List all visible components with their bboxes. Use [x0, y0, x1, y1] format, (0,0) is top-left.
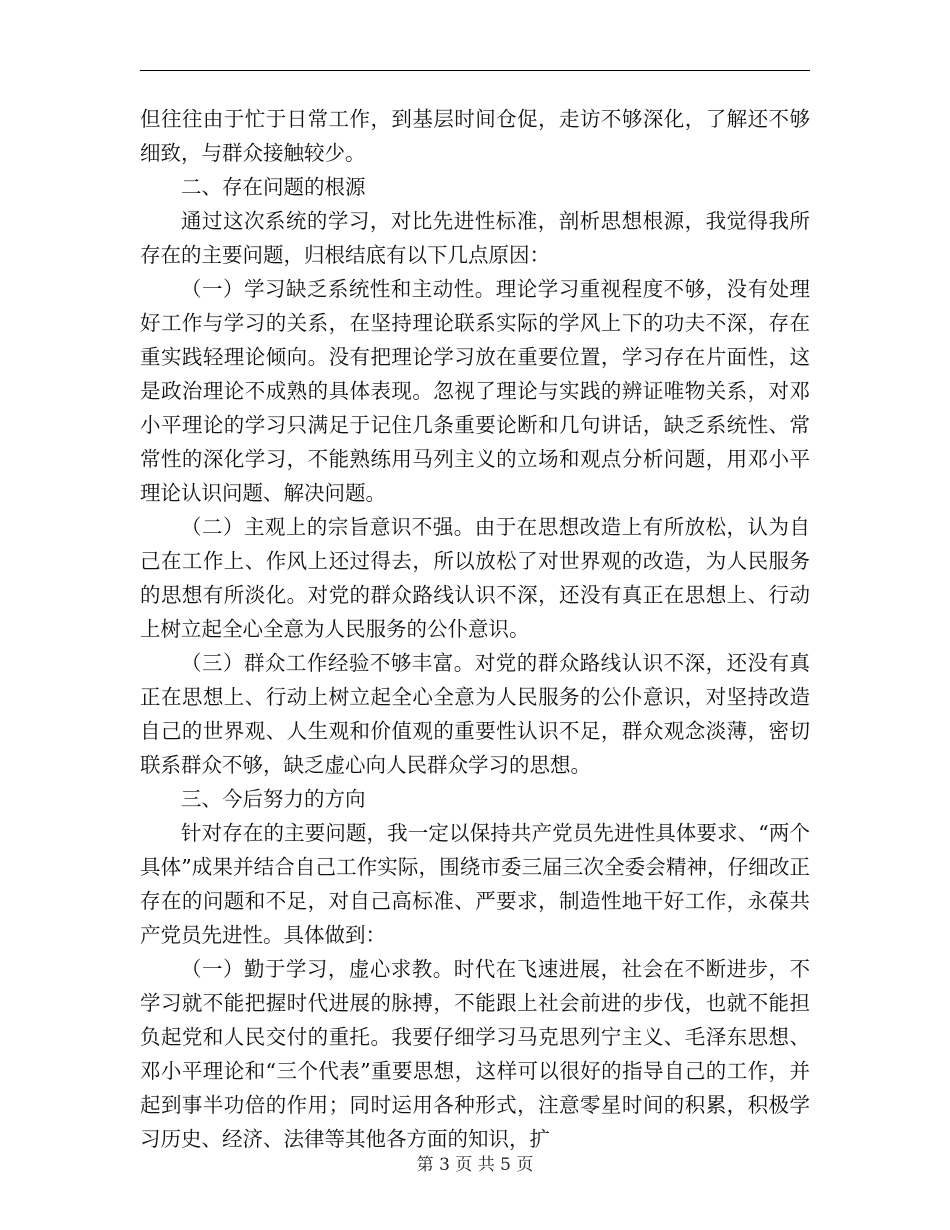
paragraph-3: 通过这次系统的学习，对比先进性标准，剖析思想根源，我觉得我所存在的主要问题，归根结底有以下几点原因：	[140, 209, 810, 267]
section-heading-3: 三、今后努力的方向	[181, 787, 366, 811]
paragraph-4: （一）学习缺乏系统性和主动性。理论学习重视程度不够，没有处理好工作与学习的关系，在坚持理论联系实际的学风上下的功夫不深，存在重实践轻理论倾向。没有把理论学习放在重要位置，学习存在片面性，这是政治理论不成熟的具体表现。忽视了理论与实践的辨证唯物关系，对邓小平理论的学习只满足于记住几条重要论断和几句讲话，缺乏系统性、常常性的深化学习，不能熟练用马列主义的立场和观点分析问题，用邓小平理论认识问题、解决问题。	[140, 277, 810, 505]
section-heading-2: 二、存在问题的根源	[181, 175, 366, 199]
paragraph-1: 但往往由于忙于日常工作，到基层时间仓促，走访不够深化，了解还不够细致，与群众接触较少。	[140, 107, 810, 165]
paragraph-9: （一）勤于学习，虚心求教。时代在飞速进展，社会在不断进步，不学习就不能把握时代进展的脉搏，不能跟上社会前进的步伐，也就不能担负起党和人民交付的重托。我要仔细学习马克思列宁主义、毛泽东思想、邓小平理论和“三个代表”重要思想，这样可以很好的指导自己的工作，并起到事半功倍的作用；同时运用各种形式，注意零星时间的积累，积极学习历史、经济、法律等其他各方面的知识，扩	[140, 957, 810, 1151]
page-number-footer: 第 3 页 共 5 页	[416, 1155, 534, 1175]
paragraph-5: （二）主观上的宗旨意识不强。由于在思想改造上有所放松，认为自己在工作上、作风上还过得去，所以放松了对世界观的改造，为人民服务的思想有所淡化。对党的群众路线认识不深，还没有真正在思想上、行动上树立起全心全意为人民服务的公仆意识。	[140, 515, 810, 641]
header-rule	[140, 70, 810, 71]
paragraph-8: 针对存在的主要问题，我一定以保持共产党员先进性具体要求、“两个具体”成果并结合自己工作实际，围绕市委三届三次全委会精神，仔细改正存在的问题和不足，对自己高标准、严要求，制造性地干好工作，永葆共产党员先进性。具体做到：	[140, 821, 810, 947]
document-body	[140, 102, 810, 1156]
paragraph-6: （三）群众工作经验不够丰富。对党的群众路线认识不深，还没有真正在思想上、行动上树立起全心全意为人民服务的公仆意识，对坚持改造自己的世界观、人生观和价值观的重要性认识不足，群众观念淡薄，密切联系群众不够，缺乏虚心向人民群众学习的思想。	[140, 651, 810, 777]
